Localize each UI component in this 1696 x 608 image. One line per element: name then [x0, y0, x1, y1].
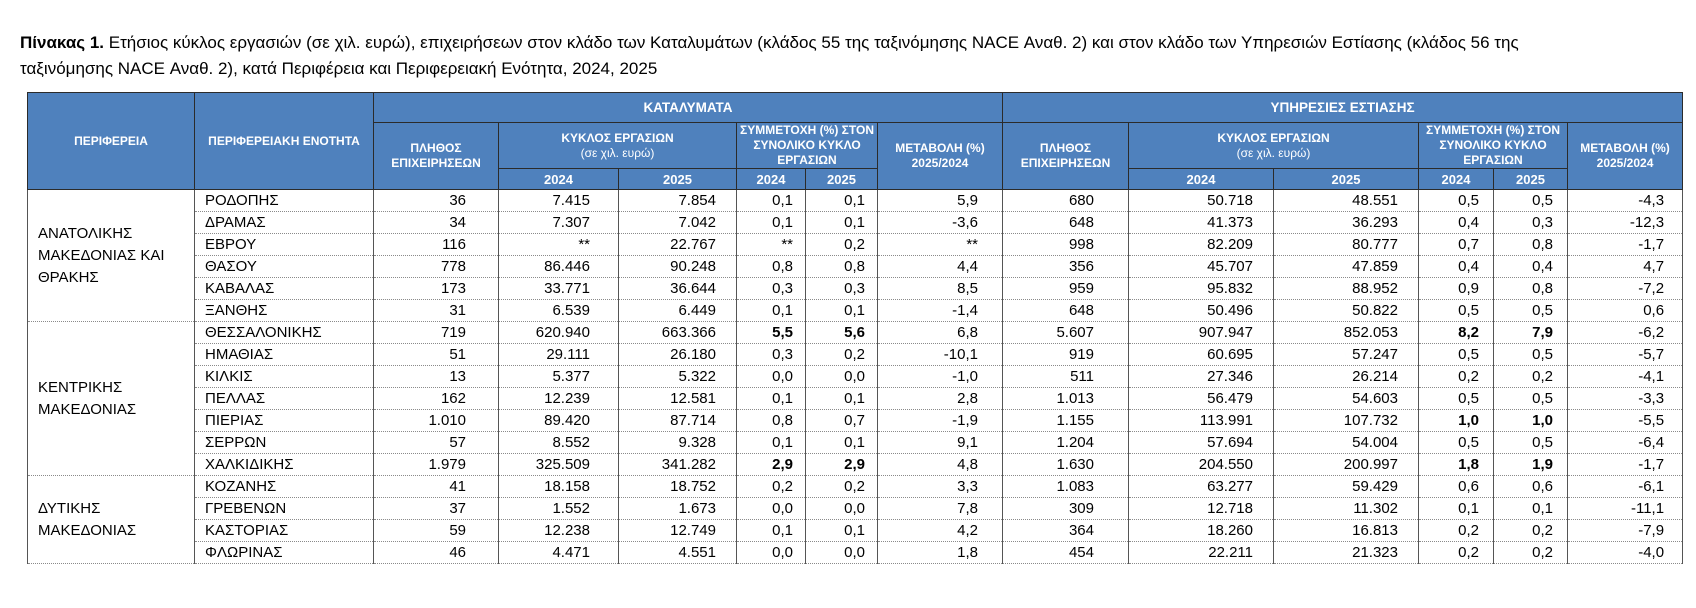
acc-turnover-2024-cell: 620.940	[499, 322, 619, 344]
header-food-turnover	[1129, 123, 1419, 169]
food-change-cell: -3,3	[1568, 388, 1683, 410]
acc-turnover-2025-cell: 7.854	[619, 190, 737, 212]
acc-change-cell: **	[878, 234, 1003, 256]
acc-turnover-2025-cell: 87.714	[619, 410, 737, 432]
food-share-2025-cell: 0,4	[1494, 256, 1568, 278]
acc-turnover-2024-cell: 86.446	[499, 256, 619, 278]
header-food-turnover-unit: (σε χιλ. ευρώ)	[1236, 145, 1311, 160]
acc-businesses-cell: 778	[374, 256, 499, 278]
acc-turnover-2024-cell: 5.377	[499, 366, 619, 388]
food-share-2025-cell: 0,2	[1494, 366, 1568, 388]
food-turnover-2025-cell: 48.551	[1274, 190, 1419, 212]
food-turnover-2025-cell: 107.732	[1274, 410, 1419, 432]
acc-change-cell: -10,1	[878, 344, 1003, 366]
header-acc-turnover-2025: 2025	[619, 169, 737, 190]
header-region: ΠΕΡΙΦΕΡΕΙΑ	[28, 93, 195, 190]
acc-share-2024-cell: 0,1	[737, 520, 806, 542]
acc-turnover-2024-cell: 6.539	[499, 300, 619, 322]
header-food-change-label: ΜΕΤΑΒΟΛΗ (%)	[1580, 141, 1670, 155]
caption-line2: ταξινόμησης NACE Αναθ. 2), κατά Περιφέρεια και Περιφερειακή Ενότητα, 2024, 2025	[20, 59, 658, 78]
food-turnover-2025-cell: 54.603	[1274, 388, 1419, 410]
food-turnover-2024-cell: 57.694	[1129, 432, 1274, 454]
food-share-2024-cell: 0,2	[1419, 520, 1494, 542]
food-turnover-2025-cell: 59.429	[1274, 476, 1419, 498]
food-turnover-2024-cell: 18.260	[1129, 520, 1274, 542]
acc-turnover-2025-cell: 5.322	[619, 366, 737, 388]
food-share-2024-cell: 8,2	[1419, 322, 1494, 344]
acc-change-cell: 5,9	[878, 190, 1003, 212]
acc-change-cell: 1,8	[878, 542, 1003, 564]
food-share-2025-cell: 0,6	[1494, 476, 1568, 498]
food-share-2025-cell: 1,0	[1494, 410, 1568, 432]
header-food-change	[1568, 123, 1683, 190]
unit-name: ΔΡΑΜΑΣ	[195, 212, 374, 234]
food-turnover-2025-cell: 26.214	[1274, 366, 1419, 388]
acc-share-2024-cell: 5,5	[737, 322, 806, 344]
acc-turnover-2024-cell: 4.471	[499, 542, 619, 564]
food-share-2024-cell: 0,5	[1419, 300, 1494, 322]
table-row	[28, 190, 1683, 212]
acc-share-2025-cell: 0,0	[806, 542, 878, 564]
table-row	[28, 476, 1683, 498]
caption-line1: Ετήσιος κύκλος εργασιών (σε χιλ. ευρώ), επιχειρήσεων στον κλάδο των Καταλυμάτων (κλάδος 55 της ταξινόμησης NACE Αναθ. 2) και στον κλάδο των Υπηρεσιών Εστίασης (κλάδος 56 της	[104, 33, 1519, 52]
header-acc-change-period: 2025/2024	[911, 156, 969, 170]
unit-name: ΓΡΕΒΕΝΩΝ	[195, 498, 374, 520]
food-share-2025-cell: 0,2	[1494, 520, 1568, 542]
acc-share-2024-cell: 0,1	[737, 212, 806, 234]
acc-share-2025-cell: 0,3	[806, 278, 878, 300]
food-businesses-cell: 364	[1003, 520, 1129, 542]
header-food-share-2025: 2025	[1494, 169, 1568, 190]
food-turnover-2024-cell: 113.991	[1129, 410, 1274, 432]
food-turnover-2024-cell: 22.211	[1129, 542, 1274, 564]
food-share-2025-cell: 0,3	[1494, 212, 1568, 234]
food-share-2024-cell: 0,6	[1419, 476, 1494, 498]
acc-share-2024-cell: 0,1	[737, 432, 806, 454]
unit-name: ΚΟΖΑΝΗΣ	[195, 476, 374, 498]
food-businesses-cell: 309	[1003, 498, 1129, 520]
food-share-2024-cell: 0,5	[1419, 190, 1494, 212]
food-share-2025-cell: 0,5	[1494, 300, 1568, 322]
food-businesses-cell: 356	[1003, 256, 1129, 278]
food-share-2024-cell: 0,4	[1419, 212, 1494, 234]
acc-share-2025-cell: 0,2	[806, 234, 878, 256]
acc-share-2025-cell: 2,9	[806, 454, 878, 476]
acc-share-2025-cell: 0,8	[806, 256, 878, 278]
table-row	[28, 366, 1683, 388]
food-share-2025-cell: 7,9	[1494, 322, 1568, 344]
food-share-2024-cell: 0,4	[1419, 256, 1494, 278]
region-name: ΑΝΑΤΟΛΙΚΗΣ ΜΑΚΕΔΟΝΙΑΣ ΚΑΙ ΘΡΑΚΗΣ	[28, 190, 195, 322]
acc-businesses-cell: 59	[374, 520, 499, 542]
food-share-2024-cell: 1,0	[1419, 410, 1494, 432]
unit-name: ΚΑΒΑΛΑΣ	[195, 278, 374, 300]
acc-share-2024-cell: 0,1	[737, 300, 806, 322]
acc-businesses-cell: 36	[374, 190, 499, 212]
acc-share-2025-cell: 0,1	[806, 432, 878, 454]
acc-businesses-cell: 41	[374, 476, 499, 498]
food-change-cell: -7,9	[1568, 520, 1683, 542]
acc-share-2024-cell: **	[737, 234, 806, 256]
unit-name: ΦΛΩΡΙΝΑΣ	[195, 542, 374, 564]
acc-businesses-cell: 1.979	[374, 454, 499, 476]
food-change-cell: -4,1	[1568, 366, 1683, 388]
acc-share-2024-cell: 0,2	[737, 476, 806, 498]
food-turnover-2025-cell: 47.859	[1274, 256, 1419, 278]
turnover-table	[27, 92, 1683, 564]
acc-turnover-2024-cell: 18.158	[499, 476, 619, 498]
table-row	[28, 344, 1683, 366]
food-turnover-2025-cell: 50.822	[1274, 300, 1419, 322]
food-turnover-2024-cell: 907.947	[1129, 322, 1274, 344]
header-acc-change-label: ΜΕΤΑΒΟΛΗ (%)	[895, 141, 985, 155]
food-turnover-2025-cell: 200.997	[1274, 454, 1419, 476]
food-turnover-2024-cell: 56.479	[1129, 388, 1274, 410]
table-caption	[20, 30, 1696, 82]
food-turnover-2024-cell: 204.550	[1129, 454, 1274, 476]
acc-share-2024-cell: 0,3	[737, 278, 806, 300]
acc-turnover-2025-cell: 12.581	[619, 388, 737, 410]
table-row	[28, 542, 1683, 564]
food-share-2025-cell: 0,1	[1494, 498, 1568, 520]
food-turnover-2024-cell: 50.718	[1129, 190, 1274, 212]
food-turnover-2024-cell: 63.277	[1129, 476, 1274, 498]
acc-share-2024-cell: 0,1	[737, 190, 806, 212]
food-change-cell: -4,0	[1568, 542, 1683, 564]
acc-change-cell: -1,0	[878, 366, 1003, 388]
food-businesses-cell: 1.204	[1003, 432, 1129, 454]
header-food-turnover-label: ΚΥΚΛΟΣ ΕΡΓΑΣΙΩΝ	[1217, 130, 1330, 145]
acc-turnover-2025-cell: 4.551	[619, 542, 737, 564]
food-share-2024-cell: 0,5	[1419, 344, 1494, 366]
acc-share-2025-cell: 0,1	[806, 300, 878, 322]
acc-businesses-cell: 173	[374, 278, 499, 300]
acc-change-cell: 4,8	[878, 454, 1003, 476]
table-row	[28, 234, 1683, 256]
acc-change-cell: -1,9	[878, 410, 1003, 432]
food-businesses-cell: 454	[1003, 542, 1129, 564]
food-turnover-2024-cell: 50.496	[1129, 300, 1274, 322]
header-food-share-2024: 2024	[1419, 169, 1494, 190]
acc-turnover-2025-cell: 663.366	[619, 322, 737, 344]
acc-share-2025-cell: 0,7	[806, 410, 878, 432]
food-share-2024-cell: 0,5	[1419, 388, 1494, 410]
acc-share-2025-cell: 0,1	[806, 520, 878, 542]
header-food-businesses: ΠΛΗΘΟΣ ΕΠΙΧΕΙΡΗΣΕΩΝ	[1003, 123, 1129, 190]
acc-change-cell: 7,8	[878, 498, 1003, 520]
header-acc-businesses: ΠΛΗΘΟΣ ΕΠΙΧΕΙΡΗΣΕΩΝ	[374, 123, 499, 190]
food-change-cell: -11,1	[1568, 498, 1683, 520]
table-row	[28, 432, 1683, 454]
acc-turnover-2024-cell: **	[499, 234, 619, 256]
unit-name: ΣΕΡΡΩΝ	[195, 432, 374, 454]
food-share-2024-cell: 1,8	[1419, 454, 1494, 476]
acc-turnover-2024-cell: 8.552	[499, 432, 619, 454]
food-turnover-2025-cell: 11.302	[1274, 498, 1419, 520]
unit-name: ΞΑΝΘΗΣ	[195, 300, 374, 322]
acc-share-2025-cell: 5,6	[806, 322, 878, 344]
food-turnover-2025-cell: 852.053	[1274, 322, 1419, 344]
acc-turnover-2024-cell: 7.415	[499, 190, 619, 212]
header-acc-turnover-unit: (σε χιλ. ευρώ)	[580, 145, 655, 160]
acc-share-2025-cell: 0,2	[806, 344, 878, 366]
food-share-2025-cell: 0,2	[1494, 542, 1568, 564]
unit-name: ΠΕΛΛΑΣ	[195, 388, 374, 410]
header-acc-share: ΣΥΜΜΕΤΟΧΗ (%) ΣΤΟΝ ΣΥΝΟΛΙΚΟ ΚΥΚΛΟ ΕΡΓΑΣΙΩΝ	[737, 123, 878, 169]
food-share-2025-cell: 0,8	[1494, 234, 1568, 256]
acc-businesses-cell: 37	[374, 498, 499, 520]
acc-share-2025-cell: 0,1	[806, 388, 878, 410]
acc-turnover-2025-cell: 22.767	[619, 234, 737, 256]
unit-name: ΧΑΛΚΙΔΙΚΗΣ	[195, 454, 374, 476]
acc-share-2025-cell: 0,2	[806, 476, 878, 498]
table-row	[28, 256, 1683, 278]
acc-change-cell: 2,8	[878, 388, 1003, 410]
acc-turnover-2024-cell: 89.420	[499, 410, 619, 432]
unit-name: ΠΙΕΡΙΑΣ	[195, 410, 374, 432]
acc-turnover-2025-cell: 7.042	[619, 212, 737, 234]
acc-turnover-2024-cell: 33.771	[499, 278, 619, 300]
food-turnover-2025-cell: 16.813	[1274, 520, 1419, 542]
food-businesses-cell: 5.607	[1003, 322, 1129, 344]
food-share-2024-cell: 0,2	[1419, 542, 1494, 564]
unit-name: ΘΕΣΣΑΛΟΝΙΚΗΣ	[195, 322, 374, 344]
food-change-cell: -5,7	[1568, 344, 1683, 366]
table-row	[28, 212, 1683, 234]
acc-turnover-2024-cell: 12.239	[499, 388, 619, 410]
table-row	[28, 410, 1683, 432]
header-unit: ΠΕΡΙΦΕΡΕΙΑΚΗ ΕΝΟΤΗΤΑ	[195, 93, 374, 190]
acc-turnover-2025-cell: 12.749	[619, 520, 737, 542]
header-acc-turnover-label: ΚΥΚΛΟΣ ΕΡΓΑΣΙΩΝ	[561, 130, 674, 145]
food-change-cell: -6,2	[1568, 322, 1683, 344]
food-change-cell: -1,7	[1568, 234, 1683, 256]
acc-businesses-cell: 31	[374, 300, 499, 322]
food-share-2025-cell: 0,8	[1494, 278, 1568, 300]
food-businesses-cell: 1.083	[1003, 476, 1129, 498]
food-businesses-cell: 511	[1003, 366, 1129, 388]
acc-share-2024-cell: 0,8	[737, 256, 806, 278]
acc-change-cell: 8,5	[878, 278, 1003, 300]
acc-share-2025-cell: 0,1	[806, 190, 878, 212]
acc-businesses-cell: 57	[374, 432, 499, 454]
food-businesses-cell: 648	[1003, 300, 1129, 322]
acc-businesses-cell: 116	[374, 234, 499, 256]
acc-businesses-cell: 719	[374, 322, 499, 344]
acc-change-cell: 3,3	[878, 476, 1003, 498]
acc-businesses-cell: 1.010	[374, 410, 499, 432]
table-row	[28, 498, 1683, 520]
acc-turnover-2024-cell: 7.307	[499, 212, 619, 234]
acc-turnover-2024-cell: 325.509	[499, 454, 619, 476]
acc-share-2024-cell: 0,0	[737, 542, 806, 564]
food-change-cell: -12,3	[1568, 212, 1683, 234]
acc-turnover-2024-cell: 29.111	[499, 344, 619, 366]
table-row	[28, 520, 1683, 542]
food-change-cell: -1,7	[1568, 454, 1683, 476]
food-turnover-2025-cell: 57.247	[1274, 344, 1419, 366]
unit-name: ΡΟΔΟΠΗΣ	[195, 190, 374, 212]
header-food-change-period: 2025/2024	[1596, 156, 1654, 170]
acc-change-cell: 6,8	[878, 322, 1003, 344]
acc-turnover-2025-cell: 90.248	[619, 256, 737, 278]
acc-turnover-2024-cell: 12.238	[499, 520, 619, 542]
acc-change-cell: 9,1	[878, 432, 1003, 454]
table-row	[28, 300, 1683, 322]
header-food-turnover-2025: 2025	[1274, 169, 1419, 190]
table-row	[28, 278, 1683, 300]
region-name: ΚΕΝΤΡΙΚΗΣ ΜΑΚΕΔΟΝΙΑΣ	[28, 322, 195, 476]
header-acc-share-2024: 2024	[737, 169, 806, 190]
unit-name: ΘΑΣΟΥ	[195, 256, 374, 278]
food-businesses-cell: 1.155	[1003, 410, 1129, 432]
food-change-cell: -5,5	[1568, 410, 1683, 432]
food-share-2024-cell: 0,5	[1419, 432, 1494, 454]
food-change-cell: -6,1	[1568, 476, 1683, 498]
food-change-cell: -6,4	[1568, 432, 1683, 454]
food-share-2025-cell: 0,5	[1494, 432, 1568, 454]
header-acc-share-2025: 2025	[806, 169, 878, 190]
header-acc-change	[878, 123, 1003, 190]
food-share-2024-cell: 0,1	[1419, 498, 1494, 520]
food-change-cell: -4,3	[1568, 190, 1683, 212]
table-body	[28, 190, 1683, 564]
acc-businesses-cell: 162	[374, 388, 499, 410]
acc-businesses-cell: 13	[374, 366, 499, 388]
acc-share-2024-cell: 0,1	[737, 388, 806, 410]
food-businesses-cell: 648	[1003, 212, 1129, 234]
food-turnover-2024-cell: 95.832	[1129, 278, 1274, 300]
acc-turnover-2025-cell: 36.644	[619, 278, 737, 300]
header-accommodation: ΚΑΤΑΛΥΜΑΤΑ	[374, 93, 1003, 123]
acc-share-2024-cell: 2,9	[737, 454, 806, 476]
food-change-cell: 4,7	[1568, 256, 1683, 278]
acc-share-2024-cell: 0,8	[737, 410, 806, 432]
header-acc-turnover-2024: 2024	[499, 169, 619, 190]
food-share-2024-cell: 0,2	[1419, 366, 1494, 388]
unit-name: ΕΒΡΟΥ	[195, 234, 374, 256]
food-turnover-2025-cell: 88.952	[1274, 278, 1419, 300]
header-food-turnover-2024: 2024	[1129, 169, 1274, 190]
header-food-share: ΣΥΜΜΕΤΟΧΗ (%) ΣΤΟΝ ΣΥΝΟΛΙΚΟ ΚΥΚΛΟ ΕΡΓΑΣΙΩΝ	[1419, 123, 1568, 169]
acc-share-2024-cell: 0,0	[737, 366, 806, 388]
acc-businesses-cell: 51	[374, 344, 499, 366]
unit-name: ΗΜΑΘΙΑΣ	[195, 344, 374, 366]
acc-share-2025-cell: 0,0	[806, 498, 878, 520]
header-acc-turnover	[499, 123, 737, 169]
acc-turnover-2025-cell: 26.180	[619, 344, 737, 366]
acc-change-cell: 4,2	[878, 520, 1003, 542]
acc-turnover-2025-cell: 18.752	[619, 476, 737, 498]
food-turnover-2024-cell: 82.209	[1129, 234, 1274, 256]
acc-turnover-2025-cell: 341.282	[619, 454, 737, 476]
acc-turnover-2024-cell: 1.552	[499, 498, 619, 520]
food-share-2024-cell: 0,7	[1419, 234, 1494, 256]
table-row	[28, 322, 1683, 344]
food-share-2025-cell: 1,9	[1494, 454, 1568, 476]
acc-share-2024-cell: 0,3	[737, 344, 806, 366]
food-turnover-2025-cell: 21.323	[1274, 542, 1419, 564]
food-turnover-2025-cell: 80.777	[1274, 234, 1419, 256]
acc-share-2024-cell: 0,0	[737, 498, 806, 520]
food-businesses-cell: 680	[1003, 190, 1129, 212]
food-share-2024-cell: 0,9	[1419, 278, 1494, 300]
table-row	[28, 454, 1683, 476]
header-food-services: ΥΠΗΡΕΣΙΕΣ ΕΣΤΙΑΣΗΣ	[1003, 93, 1683, 123]
food-businesses-cell: 1.630	[1003, 454, 1129, 476]
food-change-cell: 0,6	[1568, 300, 1683, 322]
acc-businesses-cell: 34	[374, 212, 499, 234]
food-turnover-2024-cell: 12.718	[1129, 498, 1274, 520]
acc-change-cell: -1,4	[878, 300, 1003, 322]
region-name: ΔΥΤΙΚΗΣ ΜΑΚΕΔΟΝΙΑΣ	[28, 476, 195, 564]
table-row	[28, 388, 1683, 410]
food-businesses-cell: 959	[1003, 278, 1129, 300]
acc-share-2025-cell: 0,1	[806, 212, 878, 234]
food-businesses-cell: 919	[1003, 344, 1129, 366]
food-share-2025-cell: 0,5	[1494, 388, 1568, 410]
acc-turnover-2025-cell: 6.449	[619, 300, 737, 322]
unit-name: ΚΑΣΤΟΡΙΑΣ	[195, 520, 374, 542]
food-turnover-2024-cell: 45.707	[1129, 256, 1274, 278]
acc-change-cell: 4,4	[878, 256, 1003, 278]
food-change-cell: -7,2	[1568, 278, 1683, 300]
acc-turnover-2025-cell: 1.673	[619, 498, 737, 520]
food-turnover-2025-cell: 36.293	[1274, 212, 1419, 234]
food-share-2025-cell: 0,5	[1494, 190, 1568, 212]
acc-change-cell: -3,6	[878, 212, 1003, 234]
food-turnover-2025-cell: 54.004	[1274, 432, 1419, 454]
acc-turnover-2025-cell: 9.328	[619, 432, 737, 454]
food-businesses-cell: 1.013	[1003, 388, 1129, 410]
food-businesses-cell: 998	[1003, 234, 1129, 256]
acc-businesses-cell: 46	[374, 542, 499, 564]
acc-share-2025-cell: 0,0	[806, 366, 878, 388]
food-turnover-2024-cell: 41.373	[1129, 212, 1274, 234]
caption-label: Πίνακας 1.	[20, 33, 105, 52]
food-turnover-2024-cell: 27.346	[1129, 366, 1274, 388]
unit-name: ΚΙΛΚΙΣ	[195, 366, 374, 388]
food-share-2025-cell: 0,5	[1494, 344, 1568, 366]
food-turnover-2024-cell: 60.695	[1129, 344, 1274, 366]
